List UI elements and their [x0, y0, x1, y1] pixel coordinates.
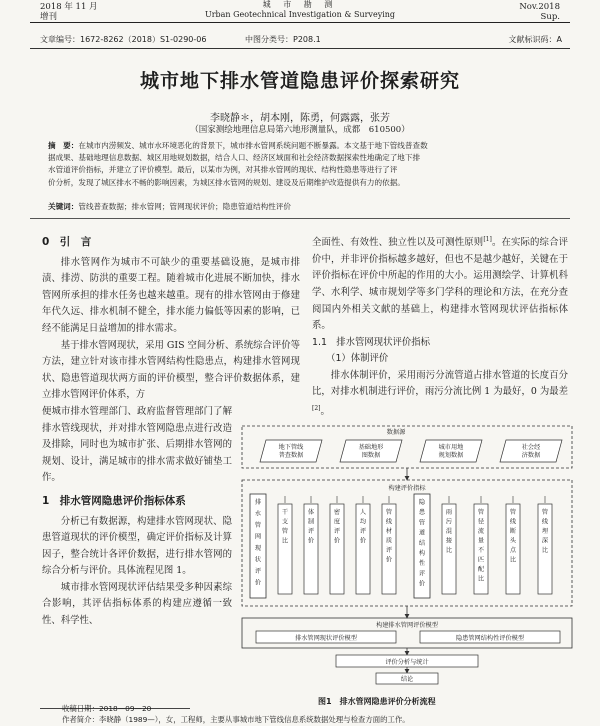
intro-paragraph-2b: 便城市排水管理部门、政府监督管理部门了解排水管线现状，并对排水管网隐患点进行改造及排除，同时也为城市扩张、后期排水管网的规划、设计，满足城市的排水需求做好铺垫工作。: [42, 405, 232, 484]
source-label: 地下管线: [278, 444, 304, 451]
source-label: 基础地形: [358, 444, 384, 451]
right-column: [312, 232, 568, 421]
abstract-line: 价分析，发现了城区排水不畅的影响因素，为城区排水管网的规划、建设及后期维护改造提供有力的依据。: [48, 177, 405, 187]
right-index-item-label: 管线断头点比: [509, 509, 517, 564]
article-number: 文章编号：1672-8262（2018）S1-0290-06: [40, 35, 207, 44]
citation-2: [2]: [312, 405, 321, 413]
header-date-en-month: Nov.2018: [519, 2, 560, 12]
header-date-en: [519, 2, 560, 22]
index-build-label: 构建评价指标: [388, 485, 426, 492]
journal-name-cn: 城 市 勘 测: [262, 0, 338, 9]
section-heading-1: 1 排水管网隐患评价指标体系: [42, 494, 186, 507]
left-index-items: [278, 496, 396, 594]
abstract-label: 摘 要：: [48, 141, 79, 150]
left-index-item-box: [330, 504, 344, 594]
left-group-label: 排水管网现状评价: [254, 499, 262, 587]
footnote-author: 作者简介：李晓静（1989—），女，工程师，主要从事城市地下管线信息系统数据处理与检查方面的工作。: [62, 715, 410, 724]
section1-paragraph-1: 分析已有数据源，构建排水管网现状、隐患管道现状的评价模型，确定评价指标及计算因子，整合统计各评价数据，进行排水管网的综合分析与评价。具体流程见图 1。: [42, 515, 232, 577]
right-index-item-label: 雨污混接比: [445, 509, 453, 554]
clc-number: 中图分类号：P208.1: [245, 35, 321, 44]
source-label: 规划数据: [438, 452, 464, 459]
document-code: 文献标识码：A: [508, 35, 562, 44]
abstract-line: 水管道评价指标，并建立了评价模型。最后，以某市为例，对其排水管网的现状、结构性隐患等进行了评: [48, 165, 398, 175]
author-list: 李晓静＊，胡本刚，陈勇，何露露，张芳: [210, 113, 390, 124]
intro-paragraph-2a: 基于排水管网现状，采用 GIS 空间分析、系统综合评价等方法，建立针对该市排水管网结构性隐患点，构建排水管网现状、隐患管道现状两方面的评价模型，整合评价数据体系，建立排水管网评价体系，方: [42, 339, 300, 401]
section1-paragraph-2: 城市排水管网现状评估结果受多种因素综合影响，其评估指标体系的构建应遵循一致性、科学性、: [42, 581, 232, 627]
source-parallelograms: [260, 440, 562, 462]
keywords-rule: [30, 218, 570, 219]
subsection-heading-system: （1）体制评价: [326, 353, 389, 365]
stats-label: 评价分析与统计: [385, 659, 429, 666]
paper-title: 城市地下排水管道隐患评价探索研究: [139, 70, 460, 92]
right-paragraph-2: 排水体制评价，采用雨污分流管道占排水管道的长度百分比，对排水机制进行评价，雨污分流比例 1 为最好，0 为最差[2]。: [312, 369, 568, 418]
right-paragraph-1: 全面性、有效性、独立性以及可测性原则[1]。在实际的综合评价中，并非评价指标越多越好，但也不是越少越好，关键在于评价指标在评价中所起的作用的大小。运用测绘学、计算机科学、水利学、城市规划学等多门学科的理论和方法，在充分查阅国内外相关文献的基础上，构建排水管网现状评估指标体系。: [312, 236, 568, 332]
citation-1: [1]: [483, 236, 492, 243]
flowchart-figure: [236, 424, 578, 686]
right-group-label: 隐患管道结构性评价: [418, 499, 426, 588]
left-index-item-label: 体制评价: [307, 509, 315, 545]
data-source-label: 数据源: [386, 429, 406, 436]
footnote-received: 收稿日期：2018—09—20: [62, 704, 152, 713]
abstract: [48, 140, 558, 189]
right-index-items: [442, 496, 552, 594]
left-index-item-box: [304, 504, 318, 594]
left-index-item-label: 人均评价: [359, 509, 367, 545]
abstract-line: 据成果、基础地理信息数据、城区用地规划数据，结合人口、经济区域面和社会经济数据探索性地确定了地下排: [48, 153, 421, 163]
left-index-item-box: [356, 504, 370, 594]
journal-name-en: Urban Geotechnical Investigation & Surveying: [204, 10, 396, 19]
source-label: 普查数据: [278, 452, 304, 459]
left-index-item-label: 密度评价: [333, 509, 341, 545]
keywords: [48, 201, 558, 212]
source-label: 城市用地: [438, 444, 464, 451]
right-index-item-label: 管线埋深比: [541, 509, 549, 554]
model-build-label: 构建排水管网评价模型: [376, 622, 438, 629]
subsection-heading-1-1: 1.1 排水管网现状评价指标: [312, 336, 431, 348]
meta-rule: [30, 48, 570, 49]
figure-number: 图1: [318, 697, 332, 706]
model-left-label: 排水管网现状评价模型: [295, 635, 357, 642]
left-index-item-box: [278, 504, 292, 594]
source-label: 社会经: [521, 444, 541, 451]
intro-paragraph-1: 排水管网作为城市不可缺少的重要基础设施，是城市排渍、排涝、防洪的重要工程。随着城市化进展不断加快，排水管网所承担的排水任务也越来越重。现有的排水管网由于修建年代久远、排水机制不健全，排水能力偏低等因素的影响，已经不能满足日益增加的排水需求。: [42, 256, 300, 334]
keywords-label: 关键词：: [48, 202, 79, 211]
header-date-issue: 增刊: [40, 12, 58, 22]
header-date-month: 2018 年 11 月: [40, 2, 98, 12]
source-label: 济数据: [521, 452, 541, 459]
right-index-item-label: 管径流量不匹配比: [477, 509, 485, 583]
running-header: [0, 0, 600, 28]
left-index-item-label: 干支管比: [281, 509, 289, 545]
header-rule: [30, 22, 570, 23]
conclusion-label: 结论: [400, 676, 414, 683]
section-heading-intro: 0 引 言: [42, 236, 92, 248]
keywords-text: 管线普查数据；排水管网；管网现状评价；隐患管道结构性评价: [78, 202, 291, 211]
header-date-en-issue: Sup.: [540, 12, 560, 22]
left-index-item-label: 管线材质评价: [385, 509, 393, 564]
figure-caption: [318, 696, 444, 707]
source-label: 图数据: [361, 452, 381, 459]
header-date: [40, 2, 98, 22]
figure-caption-text: 排水管网隐患评价分析流程: [339, 697, 436, 706]
abstract-line: 摘 要：在城市内涝频发、城市水环境恶化的背景下，城市排水管网系统问题不断暴露。本文基于地下管线普查数: [48, 141, 428, 150]
journal-name: [150, 0, 450, 20]
affiliation: （国家测绘地理信息局第六地形测量队，成都 610500）: [190, 125, 410, 135]
model-right-label: 隐患管网结构性评价模型: [455, 635, 525, 642]
